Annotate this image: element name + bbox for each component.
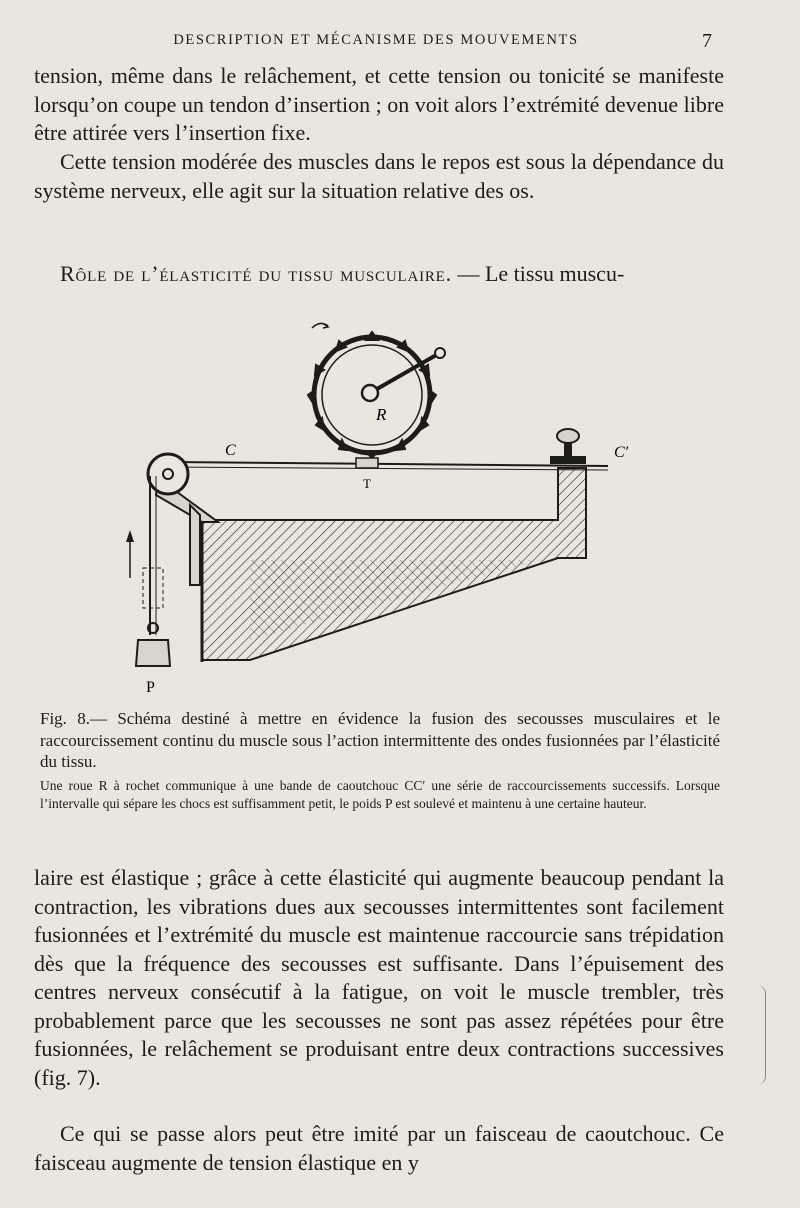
section-heading: Rôle de l’élasticité du tissu musculaire. [60, 261, 452, 286]
page-number: 7 [702, 30, 712, 52]
caption-number: Fig. 8. [40, 709, 91, 728]
paragraph-tension: Cette tension modérée des muscles dans le repos est sous la dépendance du système nerveux, elle agit sur la situation relative des os. [34, 149, 724, 203]
paragraph-caoutchouc: Ce qui se passe alors peut être imité par un faisceau de caoutchouc. Ce faisceau augmente de tension élastique en y [34, 1121, 724, 1175]
label-t: T [363, 476, 371, 491]
running-header: DESCRIPTION ET MÉCANISME DES MOUVEMENTS [173, 32, 579, 48]
ratchet-wheel [308, 323, 445, 458]
section-heading-paragraph [34, 260, 724, 288]
label-p: P [146, 679, 155, 696]
label-r: R [376, 405, 387, 424]
label-c-prime: C′ [614, 444, 629, 461]
caption-text: — Schéma destiné à mettre en évidence la fusion des secousses musculaires et le raccourcissement continu du muscle sous l’action intermittente des ondes fusionnées par l’élasticité du tissu. [40, 709, 720, 771]
paragraph-elasticity: laire est élastique ; grâce à cette élasticité qui augmente beaucoup pendant la contraction, les vibrations dues aux secousses intermittentes sont facilement fusionnées et l’extrémité du muscle est maintenue raccourcie sans trépidation dès que la fréquence des secousses est suffisante. Dans l’épuisement des centres nerveux consécutif à la fatigue, on voit le muscle trembler, très probablement parce que les secousses ne sont pas assez répétées pour être fusionnées, le relâchement se produisant entre deux contractions successives (fig. 7). [34, 865, 724, 1090]
section-text: — Le tissu muscu- [451, 261, 625, 286]
margin-mark [757, 985, 766, 1085]
figure-caption [40, 708, 720, 773]
figure-8-diagram [120, 310, 629, 705]
label-c: C [225, 442, 236, 459]
paragraph-continuation: tension, même dans le relâchement, et cette tension ou tonicité se manifeste lorsqu’on coupe un tendon d’insertion ; on voit alors l’extrémité devenue libre être attirée vers l’insertion fixe. [34, 63, 724, 145]
figure-note: Une roue R à rochet communique à une bande de caoutchouc CC′ une série de raccourcissements successifs. Lorsque l’intervalle qui sépare les chocs est suffisamment petit, le poids P est soulevé et maintenu à une certaine hauteur. [40, 778, 720, 811]
